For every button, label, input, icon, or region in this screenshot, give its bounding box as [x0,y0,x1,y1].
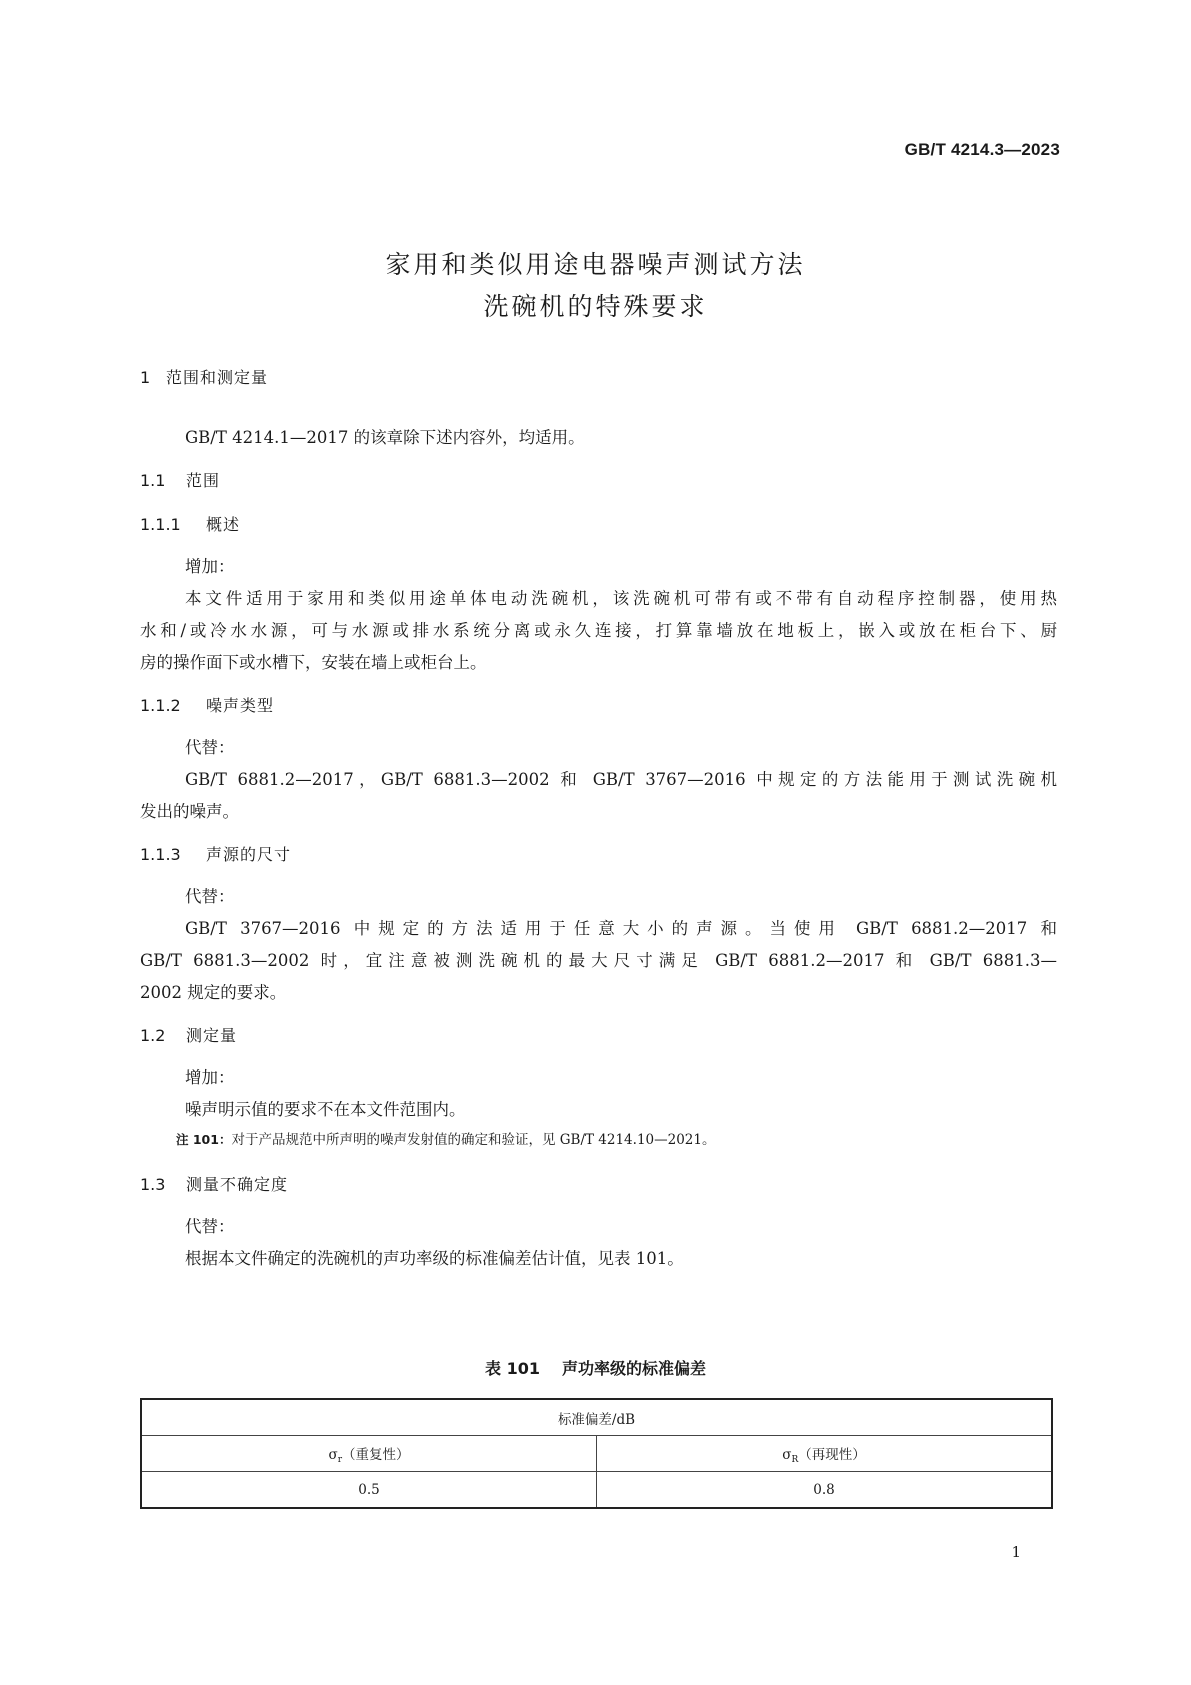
page-number: 1 [1011,1543,1021,1561]
heading-number: 1.1.3 [140,845,181,864]
heading-text: 声源的尺寸 [206,845,292,864]
paragraph-s1-3: 根据本文件确定的洗碗机的声功率级的标准偏差估计值，见表 101。 [185,1249,684,1268]
table-cell: 0.5 [141,1472,597,1509]
std-deviation-table [140,1398,1053,1509]
heading-section-1-1-1 [140,512,240,535]
lead-s1-1-3: 代替： [185,887,235,906]
note-101 [176,1128,715,1148]
sigma-symbol: σ [328,1446,338,1463]
heading-number: 1.2 [140,1026,166,1045]
standard-number: GB/T 4214.3—2023 [904,140,1060,159]
table-title [0,1356,1191,1379]
heading-number: 1.3 [140,1175,166,1194]
heading-section-1-1-2 [140,693,274,716]
heading-section-1-1-3 [140,842,291,865]
table-row [141,1472,1052,1509]
document-title-line1: 家用和类似用途电器噪声测试方法 [385,250,806,279]
note-label: 注 101： [176,1132,232,1147]
col-label: （再现性） [798,1446,866,1463]
paragraph-s1: GB/T 4214.1—2017 的该章除下述内容外，均适用。 [185,428,585,447]
heading-text: 测定量 [186,1026,238,1045]
sigma-subscript: r [337,1454,343,1465]
table-col-header-reproducibility [597,1436,1053,1472]
heading-section-1-3 [140,1172,288,1195]
heading-number: 1.1.1 [140,515,181,534]
paragraph-line: GB/T 6881.2—2017，GB/T 6881.3—2002 和 GB/T 3767—2016 中规定的方法能用于测试洗碗机 [185,770,1057,789]
sigma-subscript: R [791,1454,799,1465]
paragraph-s1-2: 噪声明示值的要求不在本文件范围内。 [185,1100,466,1119]
table-header-cell: 标准偏差/dB [141,1399,1052,1436]
table-number: 表 101 [485,1359,540,1378]
heading-text: 概述 [206,515,241,534]
col-label: （重复性） [342,1446,410,1463]
lead-s1-1-2: 代替： [185,738,235,757]
heading-text: 噪声类型 [206,696,275,715]
table-col-header-repeatability [141,1436,597,1472]
table-cell: 0.8 [597,1472,1053,1509]
table-row [141,1399,1052,1436]
heading-text: 测量不确定度 [186,1175,289,1194]
heading-number: 1.1 [140,471,166,490]
paragraph-line: GB/T 6881.3—2002 时，宜注意被测洗碗机的最大尺寸满足 GB/T 6881.2—2017 和 GB/T 6881.3— [140,951,1057,970]
note-text: 对于产品规范中所声明的噪声发射值的确定和验证，见 GB/T 4214.10—2021。 [231,1132,716,1148]
heading-text: 范围和测定量 [166,368,269,387]
paragraph-line: 2002 规定的要求。 [140,983,287,1002]
lead-s1-3: 代替： [185,1217,235,1236]
table-caption: 声功率级的标准偏差 [561,1359,706,1378]
lead-s1-1-1: 增加： [185,557,235,576]
document-title-line2: 洗碗机的特殊要求 [483,292,708,321]
paragraph-line: GB/T 3767—2016 中规定的方法适用于任意大小的声源。当使用 GB/T 6881.2—2017 和 [185,919,1057,938]
paragraph-line: 发出的噪声。 [140,802,239,821]
paragraph-line: 房的操作面下或水槽下，安装在墙上或柜台上。 [140,653,487,672]
table-row [141,1436,1052,1472]
heading-text: 范围 [186,471,221,490]
lead-s1-2: 增加： [185,1068,235,1087]
paragraph-line: 本文件适用于家用和类似用途单体电动洗碗机，该洗碗机可带有或不带有自动程序控制器，使用热 [185,589,1057,608]
heading-section-1-2 [140,1023,237,1046]
sigma-symbol: σ [782,1446,792,1463]
heading-number: 1.1.2 [140,696,181,715]
paragraph-line: 水和/或冷水水源，可与水源或排水系统分离或永久连接，打算靠墙放在地板上，嵌入或放在柜台下、厨 [140,621,1057,640]
heading-section-1-1 [140,468,220,491]
heading-section-1 [140,365,268,388]
heading-number: 1 [140,368,151,387]
